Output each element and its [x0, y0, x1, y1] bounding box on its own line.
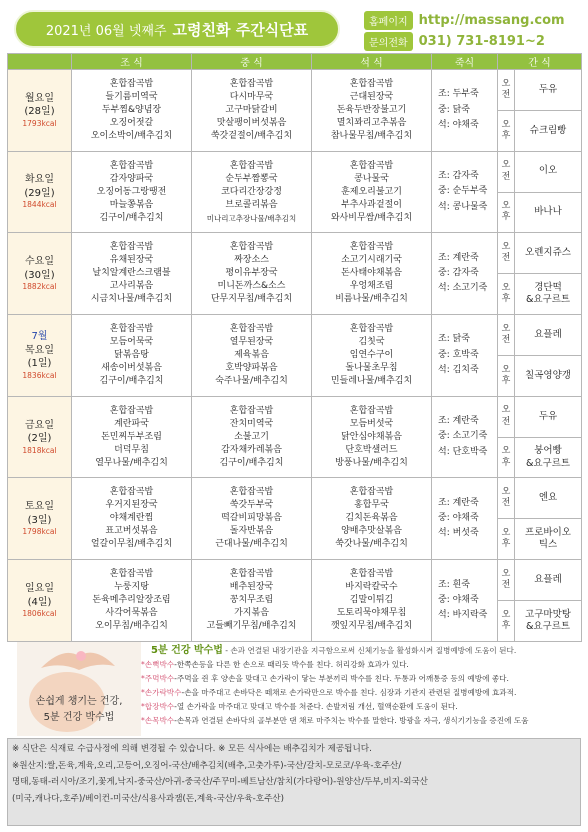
clapping-method-label: *손목박수 [141, 716, 175, 725]
day-date: (29일) [24, 187, 55, 199]
lunch-item: 미나리고추장나물/배추김치 [206, 213, 297, 223]
lunch-column-header: 중 식 [192, 54, 312, 70]
day-kcal: 1836kcal [22, 370, 57, 380]
breakfast-item: 오이소박이/배추김치 [90, 130, 173, 141]
dinner-item: 멸치꽈리고추볶음 [336, 117, 407, 128]
porridge-item: 석: 김치죽 [438, 365, 479, 376]
snack-time-pm: 오 후 [498, 519, 515, 560]
porridge-item: 중: 소고기죽 [438, 431, 488, 442]
dinner-cell [312, 315, 432, 397]
morning-snack: 이오 [515, 151, 582, 192]
day-kcal: 1798kcal [22, 527, 57, 537]
lunch-item: 호박양파볶음 [225, 362, 278, 373]
dinner-item: 돌나물초무침 [345, 362, 398, 373]
day-date: (28일) [24, 106, 55, 118]
clapping-method-label: *손가락박수 [141, 688, 182, 697]
breakfast-item: 오이무침/배추김치 [95, 621, 168, 632]
breakfast-item: 모듬어묵국 [109, 336, 154, 347]
lunch-item: 김구이/배추김치 [219, 457, 284, 468]
snack-time-pm: 오 후 [498, 355, 515, 396]
dinner-item: 혼합잡곡밥 [349, 487, 394, 498]
clapping-guide-title: 5분 건강 박수법 - 손과 연결된 내장기관을 지극함으로써 신체기능을 활성화시켜 질병예방에 도움이 된다. [151, 645, 517, 656]
dinner-cell [312, 70, 432, 152]
day-date: (1일) [27, 358, 52, 370]
porridge-cell [432, 396, 498, 478]
clapping-method-label: *손뼉박수 [141, 660, 175, 669]
breakfast-item: 닭볶음탕 [114, 349, 149, 360]
lunch-item: 꽁치무조림 [229, 595, 274, 606]
lunch-item: 고들빼기무침/배추김치 [206, 621, 297, 632]
day-kcal: 1806kcal [22, 609, 57, 618]
day-row-am [8, 70, 582, 111]
lunch-item: 제육볶음 [234, 349, 269, 360]
lunch-cell [192, 70, 312, 152]
lunch-item: 고구마닭갈비 [225, 104, 278, 115]
phone-number: 031) 731-8191~2 [418, 33, 545, 49]
porridge-item: 조: 두부죽 [438, 89, 479, 100]
porridge-item: 조: 계란죽 [438, 416, 479, 427]
snack-time-pm: 오 후 [498, 274, 515, 315]
snack-time-pm: 오 후 [498, 110, 515, 151]
porridge-item: 조: 감자죽 [438, 171, 479, 182]
snack-time-pm: 오 후 [498, 437, 515, 478]
afternoon-snack: 고구마맛탕 &요구르트 [515, 600, 582, 641]
dinner-item: 임연수구이 [349, 349, 394, 360]
day-cell [8, 70, 72, 152]
breakfast-item: 마늘쫑볶음 [109, 199, 154, 210]
day-kcal: 1882kcal [22, 282, 57, 292]
breakfast-item: 돈민찌두부조림 [101, 431, 162, 442]
clapping-method-label: *합장박수 [141, 702, 175, 711]
porridge-cell [432, 560, 498, 642]
weekly-menu-table [7, 53, 582, 642]
illustration-caption-line1: 손쉽게 챙기는 건강, [35, 696, 123, 707]
dinner-item: 쑥갓나물/배추김치 [335, 539, 408, 550]
porridge-item: 석: 야채죽 [438, 119, 479, 130]
porridge-cell [432, 151, 498, 233]
day-date: (3일) [27, 514, 52, 526]
dinner-item: 바지락칼국수 [345, 582, 398, 593]
day-row-am [8, 233, 582, 274]
morning-snack: 두유 [515, 70, 582, 111]
clapping-method [141, 714, 581, 728]
title-banner [14, 10, 340, 48]
footer-notice [7, 738, 581, 826]
day-cell [8, 233, 72, 315]
porridge-item: 중: 호박죽 [438, 349, 479, 360]
illustration-caption-line2: 5분 건강 박수법 [43, 712, 115, 723]
porridge-item: 석: 콩나물죽 [438, 201, 488, 212]
footer-line: 명태,동태-러시아/조기,꽃게,낙지-중국산/아귀-중국산/주꾸미-베트남산/참치(가다랑어)-원양산/두부,비지-외국산 [12, 777, 428, 787]
snack-column-header: 간 식 [498, 54, 582, 70]
dinner-column-header: 석 식 [312, 54, 432, 70]
breakfast-item: 혼합잡곡밥 [109, 323, 154, 334]
dinner-item: 돈육두반장불고기 [336, 104, 407, 115]
morning-snack: 오렌지쥬스 [515, 233, 582, 274]
breakfast-item: 얼갈이무침/배추김치 [90, 539, 173, 550]
clapping-guide [141, 644, 581, 728]
afternoon-snack: 바나나 [515, 192, 582, 233]
lunch-item: 혼합잡곡밥 [229, 242, 274, 253]
porridge-item: 중: 야채죽 [438, 594, 479, 605]
clapping-method-text: -한쪽손등을 다른 한 손으로 때리듯 박수를 친다. 허리강화 효과가 있다. [174, 660, 409, 669]
lunch-item: 코다리간장강정 [221, 186, 282, 197]
lunch-item: 배추된장국 [229, 582, 274, 593]
breakfast-item: 오징어젓갈 [109, 117, 154, 128]
breakfast-item: 시금치나물/배추김치 [90, 294, 173, 305]
day-cell [8, 478, 72, 560]
breakfast-item: 우거지된장국 [105, 500, 158, 511]
porridge-cell [432, 233, 498, 315]
clapping-method [141, 700, 581, 714]
day-kcal: 1793kcal [22, 118, 57, 128]
afternoon-snack: 붕어빵 &요구르트 [515, 437, 582, 478]
breakfast-cell [72, 560, 192, 642]
lunch-cell [192, 315, 312, 397]
homepage-label: 홈페이지 [364, 11, 413, 30]
porridge-item: 조: 닭죽 [438, 334, 470, 345]
lunch-item: 순두부짬뽕국 [225, 173, 278, 184]
lunch-item: 혼합잡곡밥 [229, 160, 274, 171]
day-date: (30일) [24, 269, 55, 281]
dinner-item: 닭안심야채볶음 [341, 431, 402, 442]
lunch-item: 다시마무국 [229, 91, 274, 102]
dinner-item: 혼합잡곡밥 [349, 242, 394, 253]
porridge-item: 조: 계란죽 [438, 252, 479, 263]
lunch-item: 쑥갓겉절이/배추김치 [210, 130, 293, 141]
day-row-am [8, 478, 582, 519]
porridge-item: 석: 소고기죽 [438, 283, 488, 294]
homepage-row [364, 11, 565, 29]
lunch-item: 혼합잡곡밥 [229, 323, 274, 334]
day-column-header [8, 54, 72, 70]
dinner-item: 혼합잡곡밥 [349, 405, 394, 416]
porridge-item: 조: 계란죽 [438, 497, 479, 508]
lunch-item: 감자채카레볶음 [221, 444, 282, 455]
breakfast-item: 들기름미역국 [105, 91, 158, 102]
day-name: 수요일 [25, 256, 54, 268]
dinner-item: 콩나물국 [354, 173, 389, 184]
lunch-item: 혼합잡곡밥 [229, 405, 274, 416]
snack-time-am: 오 전 [498, 70, 515, 111]
porridge-item: 중: 닭죽 [438, 104, 470, 115]
lunch-item: 혼합잡곡밥 [229, 569, 274, 580]
snack-time-am: 오 전 [498, 315, 515, 356]
snack-time-am: 오 전 [498, 478, 515, 519]
day-cell [8, 560, 72, 642]
lunch-item: 열무된장국 [229, 336, 274, 347]
day-row-am [8, 560, 582, 601]
dinner-item: 와사비무쌈/배추김치 [330, 212, 413, 223]
breakfast-cell [72, 315, 192, 397]
clapping-method-text: -손을 마주대고 손바닥은 떼채로 손가락만으로 박수를 친다. 심장과 기관지 관련된 질병예방에 효과적. [181, 688, 517, 697]
lunch-item: 가지볶음 [234, 608, 269, 619]
dinner-item: 모듬버섯국 [349, 418, 394, 429]
morning-snack: 두유 [515, 396, 582, 437]
breakfast-item: 새송이버섯볶음 [101, 362, 162, 373]
dinner-item: 소고기시래기국 [341, 255, 402, 266]
breakfast-item: 표고버섯볶음 [105, 526, 158, 537]
breakfast-item: 사각어묵볶음 [105, 608, 158, 619]
dinner-item: 양배추맛살볶음 [341, 526, 402, 537]
clapping-hands-illustration [17, 642, 141, 736]
breakfast-item: 고사리볶음 [109, 281, 154, 292]
dinner-item: 훈제오리불고기 [341, 186, 402, 197]
dinner-item: 비름나물/배추김치 [335, 294, 408, 305]
day-cell [8, 396, 72, 478]
dinner-item: 근대된장국 [349, 91, 394, 102]
day-row-am [8, 151, 582, 192]
snack-time-pm: 오 후 [498, 600, 515, 641]
day-date: (4일) [27, 596, 52, 608]
afternoon-snack: 칠곡영양갱 [515, 355, 582, 396]
dinner-item: 도토리묵야채무침 [336, 608, 407, 619]
phone-label: 문의전화 [364, 32, 413, 51]
table-header-row [8, 54, 582, 70]
lunch-item: 맛살팽이버섯볶음 [216, 117, 287, 128]
lunch-item: 잔치미역국 [229, 418, 274, 429]
day-name: 금요일 [25, 419, 54, 431]
breakfast-item: 혼합잡곡밥 [109, 487, 154, 498]
dinner-item: 참나물무침/배추김치 [330, 130, 413, 141]
lunch-item: 혼합잡곡밥 [229, 78, 274, 89]
afternoon-snack: 슈크림빵 [515, 110, 582, 151]
afternoon-snack: 경단떡 &요구르트 [515, 274, 582, 315]
porridge-cell [432, 478, 498, 560]
dinner-cell [312, 478, 432, 560]
porridge-cell [432, 315, 498, 397]
dinner-cell [312, 396, 432, 478]
footer-line: ※원산지:쌀,돈육,계육,오리,고등어,오징어-국산/배추김치(배추,고춧가루)-국산/갈치-모로코/우육-호주산/ [12, 760, 402, 771]
breakfast-item: 계란파국 [114, 418, 149, 429]
lunch-cell [192, 478, 312, 560]
porridge-item: 중: 야채죽 [438, 513, 479, 524]
day-name: 화요일 [25, 174, 54, 186]
lunch-item: 숙주나물/배추김치 [215, 375, 288, 386]
lunch-item: 떡갈비피망볶음 [221, 513, 282, 524]
dinner-item: 방풍나물/배추김치 [335, 457, 408, 468]
breakfast-item: 야채계란찜 [109, 513, 154, 524]
dinner-item: 김치돈육볶음 [345, 513, 398, 524]
dinner-item: 돈사태야채볶음 [341, 268, 402, 279]
porridge-item: 조: 흰죽 [438, 579, 470, 590]
day-date: (2일) [27, 433, 52, 445]
dinner-cell [312, 560, 432, 642]
lunch-cell [192, 396, 312, 478]
breakfast-item: 돈육메추리알장조림 [92, 595, 171, 606]
day-cell [8, 151, 72, 233]
month-label: 7월 [31, 331, 48, 343]
dinner-item: 깻잎지무침/배추김치 [330, 621, 413, 632]
porridge-item: 석: 단호박죽 [438, 446, 488, 457]
snack-time-am: 오 전 [498, 151, 515, 192]
week-label: 2021년 06월 넷째주 [45, 23, 167, 39]
breakfast-item: 날치알계란스크램블 [92, 268, 171, 279]
breakfast-item: 감자양파국 [109, 173, 154, 184]
breakfast-item: 혼합잡곡밥 [109, 569, 154, 580]
morning-snack: 엔요 [515, 478, 582, 519]
breakfast-item: 혼합잡곡밥 [109, 78, 154, 89]
lunch-item: 단무지무침/배추김치 [210, 294, 293, 305]
breakfast-item: 혼합잡곡밥 [109, 242, 154, 253]
snack-time-am: 오 전 [498, 560, 515, 601]
lunch-item: 돌자반볶음 [229, 526, 274, 537]
snack-time-am: 오 전 [498, 396, 515, 437]
dinner-item: 혼합잡곡밥 [349, 78, 394, 89]
clapping-method-text: -주먹을 쥔 후 양손을 맞대고 손가락이 닿는 부분끼리 박수를 친다. 두통과 어깨통증 등의 예방에 좋다. [174, 674, 509, 683]
breakfast-cell [72, 151, 192, 233]
header [8, 6, 580, 52]
snack-time-pm: 오 후 [498, 192, 515, 233]
porridge-item: 석: 버섯죽 [438, 528, 479, 539]
porridge-item: 중: 순두부죽 [438, 186, 488, 197]
dinner-item: 민들레나물/배추김치 [330, 375, 413, 386]
breakfast-item: 유채된장국 [109, 255, 154, 266]
page-title: 고령친화 주간식단표 [172, 20, 309, 39]
lunch-cell [192, 560, 312, 642]
porridge-cell [432, 70, 498, 152]
clapping-method [141, 672, 581, 686]
breakfast-item: 두부찜&양념장 [101, 104, 162, 115]
lunch-cell [192, 151, 312, 233]
lunch-item: 쑥갓두부국 [229, 500, 274, 511]
clapping-method [141, 686, 581, 700]
porridge-item: 석: 바지락죽 [438, 610, 488, 621]
lunch-cell [192, 233, 312, 315]
day-cell [8, 315, 72, 397]
footer-line: (미국,캐나다,호주)/베이컨-미국산/식용사과잼(돈,계육-국산/우육-호주산) [12, 793, 285, 804]
dinner-item: 부추사과겉절이 [341, 199, 402, 210]
day-name: 토요일 [25, 501, 54, 513]
breakfast-item: 오징어동그랑땡전 [96, 186, 167, 197]
dinner-item: 혼합잡곡밥 [349, 160, 394, 171]
footer-line: ※ 식단은 식재료 수급사정에 의해 변경될 수 있습니다. ※ 모든 식사에는 배추김치가 제공됩니다. [12, 744, 372, 754]
lunch-item: 근대나물/배추김치 [215, 539, 288, 550]
day-kcal: 1818kcal [22, 445, 57, 455]
breakfast-item: 더덕무침 [114, 444, 149, 455]
dinner-cell [312, 233, 432, 315]
breakfast-item: 혼합잡곡밥 [109, 405, 154, 416]
lunch-item: 브로콜리볶음 [225, 199, 278, 210]
dinner-cell [312, 151, 432, 233]
breakfast-item: 김구이/배추김치 [99, 375, 164, 386]
breakfast-cell [72, 233, 192, 315]
lunch-item: 혼합잡곡밥 [229, 487, 274, 498]
afternoon-snack: 프로바이오 틱스 [515, 519, 582, 560]
breakfast-cell [72, 70, 192, 152]
lunch-item: 짜장소스 [234, 255, 269, 266]
day-name: 일요일 [25, 583, 54, 594]
breakfast-cell [72, 478, 192, 560]
breakfast-item: 열무나물/배추김치 [95, 457, 168, 468]
day-name: 월요일 [25, 92, 54, 104]
breakfast-column-header: 조 식 [72, 54, 192, 70]
dinner-item: 김칫국 [358, 336, 385, 347]
phone-row [364, 32, 545, 50]
porridge-item: 중: 감자죽 [438, 268, 479, 279]
morning-snack: 요플레 [515, 560, 582, 601]
homepage-link[interactable]: http://massang.com [418, 12, 565, 28]
clapping-method-text: -열 손가락을 마주대고 맞대고 박수를 쳐준다. 손발저림 개선, 혈액순환에 도움이 된다. [174, 702, 458, 711]
clapping-method [141, 658, 581, 672]
dinner-item: 혼합잡곡밥 [349, 569, 394, 580]
breakfast-item: 혼합잡곡밥 [109, 160, 154, 171]
lunch-item: 소불고기 [234, 431, 269, 442]
dinner-item: 우엉채조림 [349, 281, 394, 292]
dinner-item: 단호박샐러드 [345, 444, 398, 455]
day-row-am [8, 315, 582, 356]
day-row-am [8, 396, 582, 437]
morning-snack: 요플레 [515, 315, 582, 356]
clapping-method-label: *주먹박수 [141, 674, 175, 683]
dinner-item: 혼합잡곡밥 [349, 323, 394, 334]
lunch-item: 평이유부장국 [225, 268, 278, 279]
breakfast-item: 누룽지탕 [114, 582, 149, 593]
breakfast-cell [72, 396, 192, 478]
day-kcal: 1844kcal [22, 200, 57, 210]
day-name: 목요일 [25, 344, 54, 356]
dinner-item: 홍합무국 [354, 500, 389, 511]
dinner-item: 김말이튀김 [349, 595, 394, 606]
lunch-item: 미니돈까스&소스 [217, 281, 286, 292]
breakfast-item: 김구이/배추김치 [99, 212, 164, 223]
health-info-section [7, 642, 581, 738]
clapping-method-text: -손목과 연결된 손바닥의 골부분만 댄 채로 마주치는 박수를 말한다. 방광을 자극, 생식기기능을 증진에 도움 [174, 716, 529, 725]
snack-time-am: 오 전 [498, 233, 515, 274]
porridge-column-header: 죽식 [432, 54, 498, 70]
